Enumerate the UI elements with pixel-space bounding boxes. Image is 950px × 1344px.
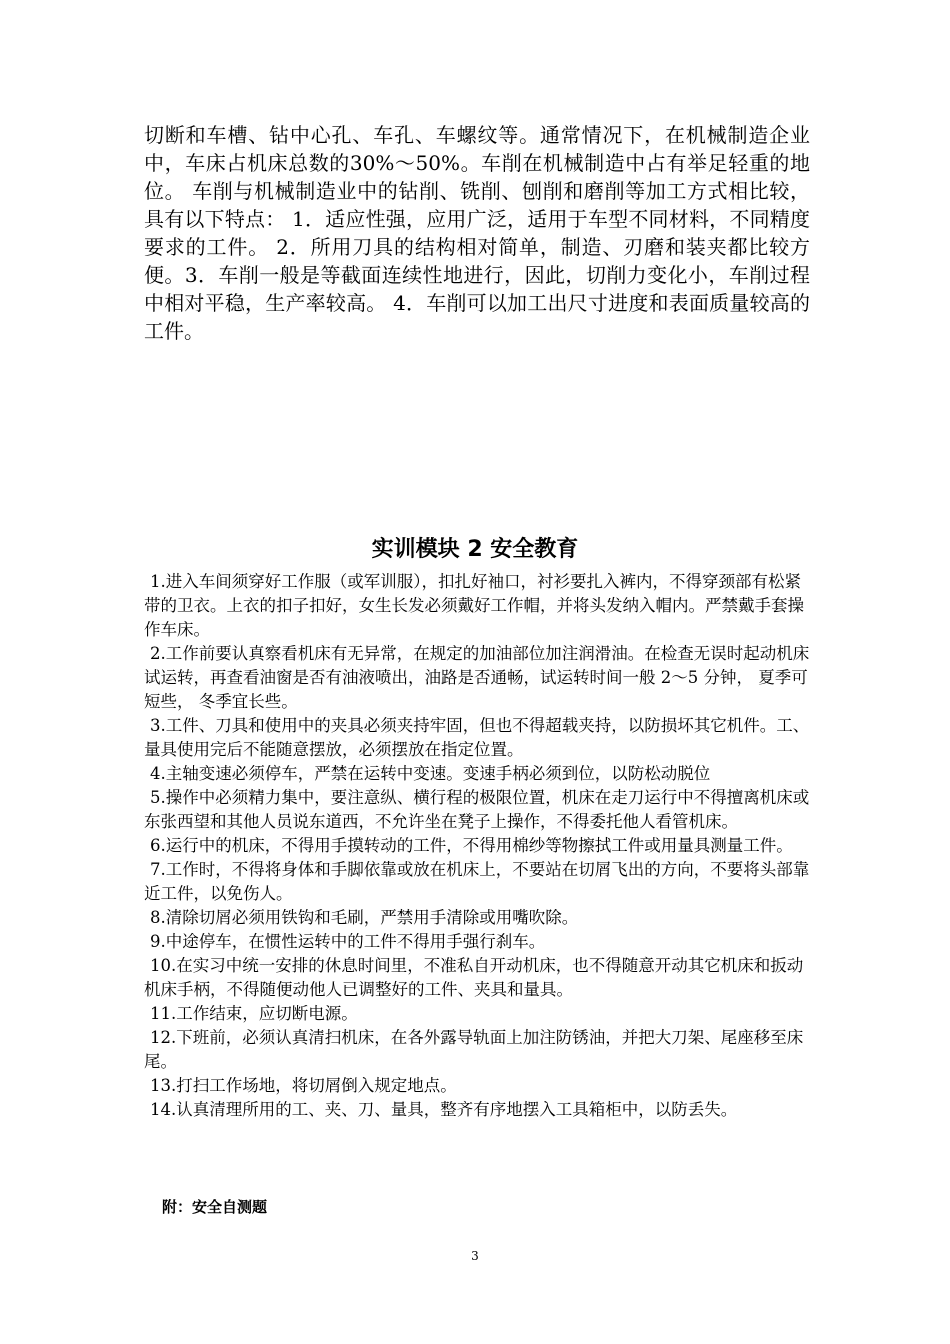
rule-item: 7.工作时，不得将身体和手脚依靠或放在机床上，不要站在切屑飞出的方向，不要将头部靠近工件，以免伤人。 (144, 860, 810, 903)
rule-item: 9.中途停车，在惯性运转中的工件不得用手强行刹车。 (150, 932, 546, 951)
page-number: 3 (471, 1249, 479, 1263)
rule-item: 1.进入车间须穿好工作服（或军训服），扣扎好袖口，衬衫要扎入裤内，不得穿颈部有松紧带的卫衣。上衣的扣子扣好，女生长发必须戴好工作帽，并将头发纳入帽内。严禁戴手套操作车床。 (144, 572, 804, 639)
appendix-heading: 附：安全自测题 (162, 1198, 268, 1216)
rule-item: 14.认真清理所用的工、夹、刀、量具，整齐有序地摆入工具箱柜中，以防丢失。 (150, 1100, 738, 1119)
rule-item: 6.运行中的机床，不得用手摸转动的工件，不得用棉纱等物擦拭工件或用量具测量工件。 (150, 836, 793, 855)
safety-rules-list (144, 570, 810, 1122)
rule-item: 2.工作前要认真察看机床有无异常，在规定的加油部位加注润滑油。在检查无误时起动机床试运转，再查看油窗是否有油液喷出，油路是否通畅，试运转时间一般 2～5 分钟， 夏季可短些， 冬季宜长些。 (144, 644, 810, 711)
rule-item: 13.打扫工作场地，将切屑倒入规定地点。 (150, 1076, 457, 1095)
rule-item: 8.清除切屑必须用铁钩和毛刷，严禁用手清除或用嘴吹除。 (150, 908, 579, 927)
rule-item: 5.操作中必须精力集中，要注意纵、横行程的极限位置，机床在走刀运行中不得擅离机床或东张西望和其他人员说东道西，不允许坐在凳子上操作，不得委托他人看管机床。 (144, 788, 810, 831)
rule-item: 11.工作结束，应切断电源。 (150, 1004, 358, 1023)
section-title: 实训模块 2 安全教育 (371, 537, 579, 562)
rule-item: 3.工件、刀具和使用中的夹具必须夹持牢固，但也不得超载夹持，以防损坏其它机件。工、量具使用完后不能随意摆放，必须摆放在指定位置。 (144, 716, 810, 759)
intro-paragraph: 切断和车槽、钻中心孔、车孔、车螺纹等。通常情况下，在机械制造企业中，车床占机床总数的30%～50%。车削在机械制造中占有举足轻重的地位。 车削与机械制造业中的钻削、铣削、刨削和磨削等加工方式相比较，具有以下特点： 1．适应性强，应用广泛，适用于车型不同材料，不同精度要求的工件。 2．所用刀具的结构相对简单，制造、刃磨和装夹都比较方便。3．车削一般是等截面连续性地进行，因此，切削力变化小，车削过程中相对平稳，生产率较高。 4．车削可以加工出尺寸进度和表面质量较高的工件。 (144, 123, 810, 343)
rule-item: 4.主轴变速必须停车，严禁在运转中变速。变速手柄必须到位，以防松动脱位 (150, 764, 711, 783)
rule-item: 12.下班前，必须认真清扫机床，在各外露导轨面上加注防锈油，并把大刀架、尾座移至床尾。 (144, 1028, 804, 1071)
rule-item: 10.在实习中统一安排的休息时间里，不准私自开动机床，也不得随意开动其它机床和扳动机床手柄，不得随便动他人已调整好的工件、夹具和量具。 (144, 956, 804, 999)
